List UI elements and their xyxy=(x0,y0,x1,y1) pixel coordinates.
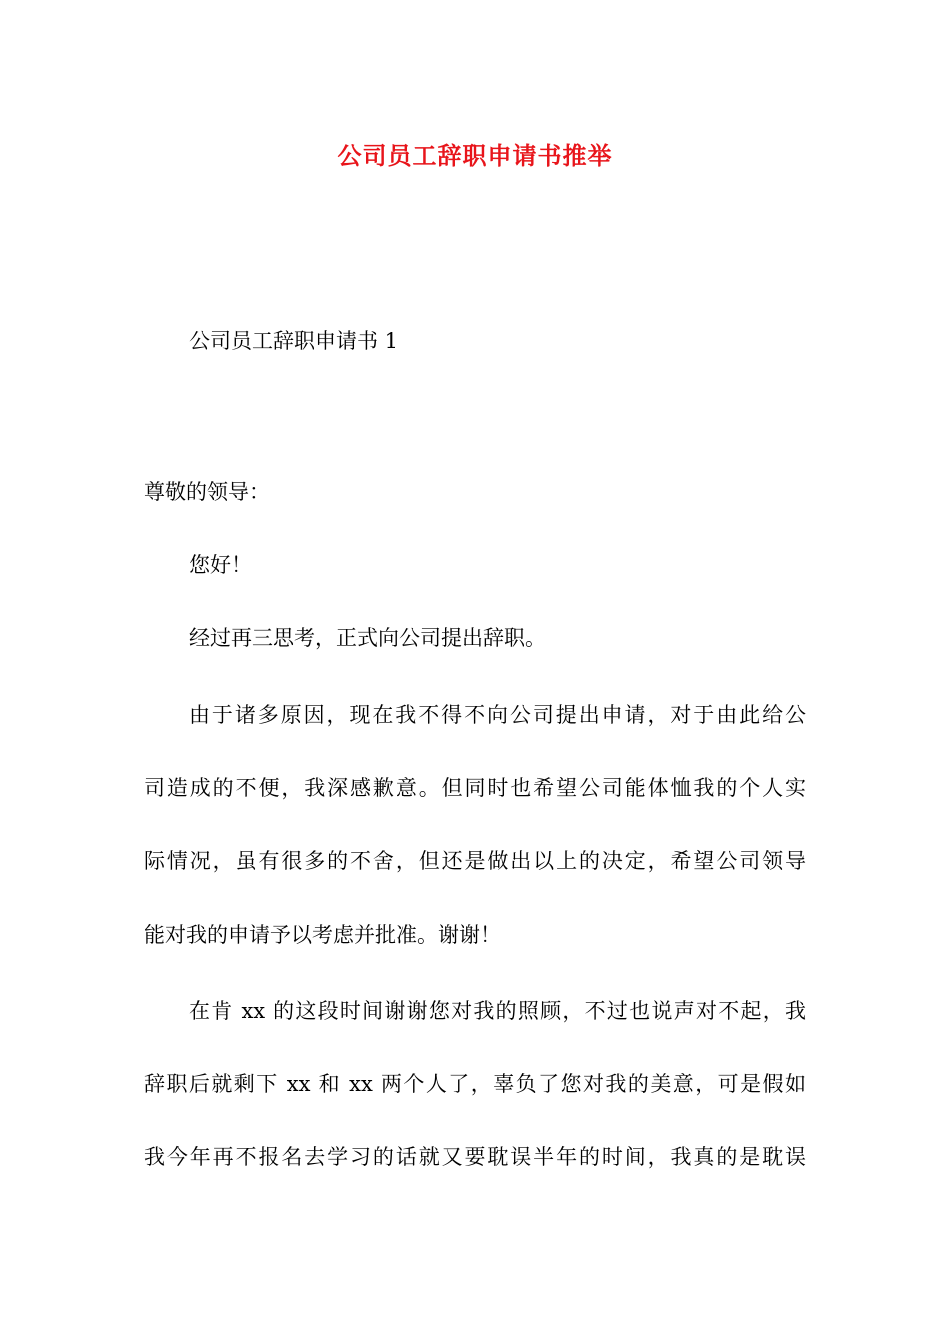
paragraph-line: 际情况，虽有很多的不舍，但还是做出以上的决定，希望公司领导 xyxy=(144,849,806,873)
paragraph-line: 经过再三思考，正式向公司提出辞职。 xyxy=(189,626,546,650)
document-title: 公司员工辞职申请书推举 xyxy=(337,141,613,170)
salutation: 尊敬的领导： xyxy=(144,480,270,504)
paragraph-line: 能对我的申请予以考虑并批准。谢谢！ xyxy=(144,923,501,947)
paragraph-line: 我今年再不报名去学习的话就又要耽误半年的时间，我真的是耽误 xyxy=(144,1145,806,1169)
paragraph-line: 司造成的不便，我深感歉意。但同时也希望公司能体恤我的个人实 xyxy=(144,776,806,800)
paragraph-line: 在肯 xx 的这段时间谢谢您对我的照顾，不过也说声对不起，我 xyxy=(189,999,806,1023)
paragraph-line: 由于诸多原因，现在我不得不向公司提出申请，对于由此给公 xyxy=(189,703,806,727)
paragraph-line: 辞职后就剩下 xx 和 xx 两个人了，辜负了您对我的美意，可是假如 xyxy=(144,1072,806,1096)
section-heading: 公司员工辞职申请书 1 xyxy=(189,329,399,353)
greeting: 您好！ xyxy=(189,553,252,577)
